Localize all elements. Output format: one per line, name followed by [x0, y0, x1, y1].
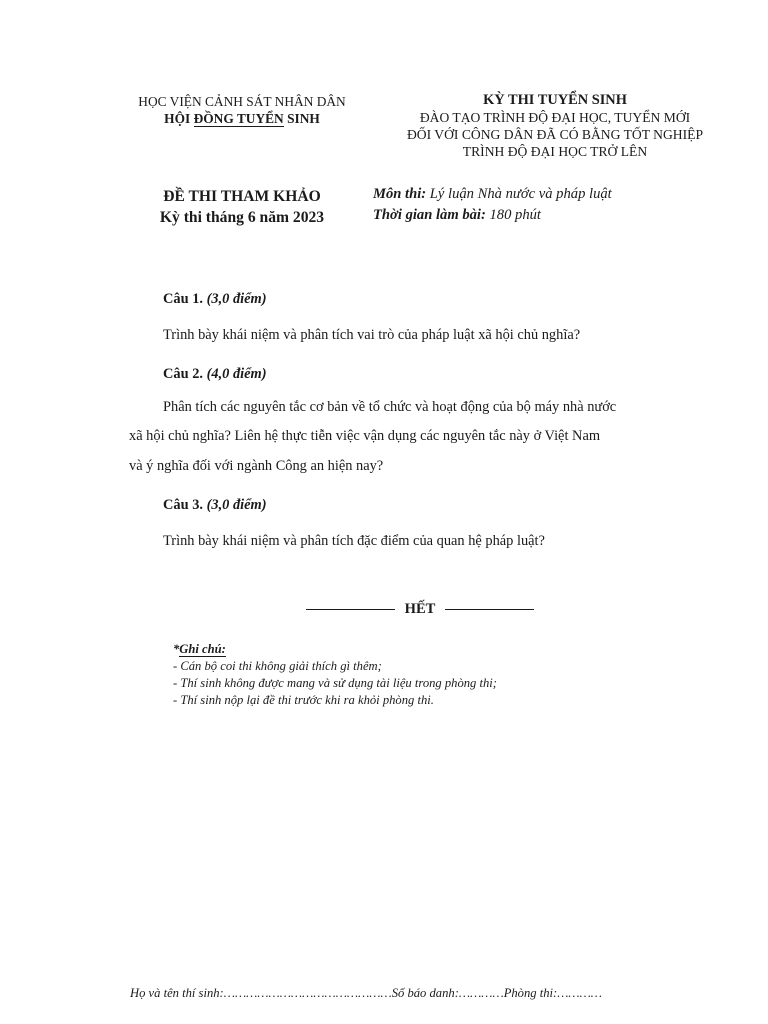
end-marker [306, 601, 534, 618]
question-points: (3,0 điểm) [206, 291, 267, 307]
header-right [372, 92, 738, 160]
time-value: 180 phút [489, 207, 541, 223]
question-label: Câu 1. [163, 291, 203, 307]
notes-block [173, 641, 497, 709]
exam-room-label: Phòng thi: [503, 986, 558, 1000]
exam-session: Kỳ thi tháng 6 năm 2023 [159, 209, 325, 226]
question-2-line-1: Phân tích các nguyên tắc cơ bản về tổ chức và hoạt động của bộ máy nhà nước [163, 399, 617, 415]
note-item: - Cán bộ coi thi không giải thích gì thêm; [173, 659, 382, 673]
council-name-underlined: ĐỒNG TUYỂN [193, 111, 284, 126]
exam-title: ĐỀ THI THAM KHẢO [163, 188, 321, 205]
question-label: Câu 3. [163, 497, 203, 513]
exam-info-block [373, 184, 612, 226]
question-2-line-3: và ý nghĩa đối với ngành Công an hiện nay? [129, 458, 384, 474]
question-1-line-1: Trình bày khái niệm và phân tích vai trò của pháp luật xã hội chủ nghĩa? [163, 327, 581, 343]
notes-heading [173, 641, 497, 658]
question-2-title [163, 366, 267, 383]
end-marker-text: HẾT [404, 601, 436, 617]
question-2-line-2: xã hội chủ nghĩa? Liên hệ thực tiễn việc vận dụng các nguyên tắc này ở Việt Nam [129, 428, 601, 444]
exam-room-dots: ………… [557, 986, 603, 1000]
exam-heading-line-3: ĐỐI VỚI CÔNG DÂN ĐÃ CÓ BẰNG TỐT NGHIỆP [406, 127, 704, 142]
end-marker-left-rule [306, 609, 395, 610]
end-marker-right-rule [445, 609, 534, 610]
subject-label: Môn thi: [373, 186, 427, 202]
exam-title-block [118, 186, 366, 228]
question-points: (4,0 điểm) [206, 366, 267, 382]
council-name-prefix: HỘI [164, 111, 194, 126]
exam-heading-line-2: ĐÀO TẠO TRÌNH ĐỘ ĐẠI HỌC, TUYỂN MỚI [419, 110, 691, 125]
notes-title: Ghi chú: [179, 642, 226, 656]
subject-value: Lý luận Nhà nước và pháp luật [429, 186, 612, 202]
exam-heading-line-4: TRÌNH ĐỘ ĐẠI HỌC TRỞ LÊN [462, 144, 648, 159]
time-row [373, 205, 612, 226]
notes-star: * [173, 642, 180, 656]
exam-heading: KỲ THI TUYỂN SINH [483, 92, 627, 108]
question-3-title [163, 497, 267, 514]
note-item: - Thí sinh không được mang và sử dụng tài liệu trong phòng thi; [173, 676, 497, 690]
candidate-number-label: Số báo danh: [391, 986, 459, 1000]
candidate-number-dots: ………… [458, 986, 504, 1000]
council-name [118, 110, 366, 127]
note-item: - Thí sinh nộp lại đề thi trước khi ra khỏi phòng thi. [173, 693, 434, 707]
subject-row [373, 184, 612, 205]
question-3-line-1: Trình bày khái niệm và phân tích đặc điểm của quan hệ pháp luật? [163, 533, 545, 549]
candidate-info-line [130, 986, 602, 1001]
time-label: Thời gian làm bài: [373, 207, 486, 223]
candidate-name-dots: ……………………………………… [223, 986, 392, 1000]
council-name-suffix: SINH [283, 111, 320, 126]
question-points: (3,0 điểm) [206, 497, 267, 513]
header-left [118, 93, 366, 127]
question-label: Câu 2. [163, 366, 203, 382]
question-1-title [163, 291, 267, 308]
academy-name: HỌC VIỆN CẢNH SÁT NHÂN DÂN [138, 94, 346, 109]
candidate-name-label: Họ và tên thí sinh: [130, 986, 224, 1000]
